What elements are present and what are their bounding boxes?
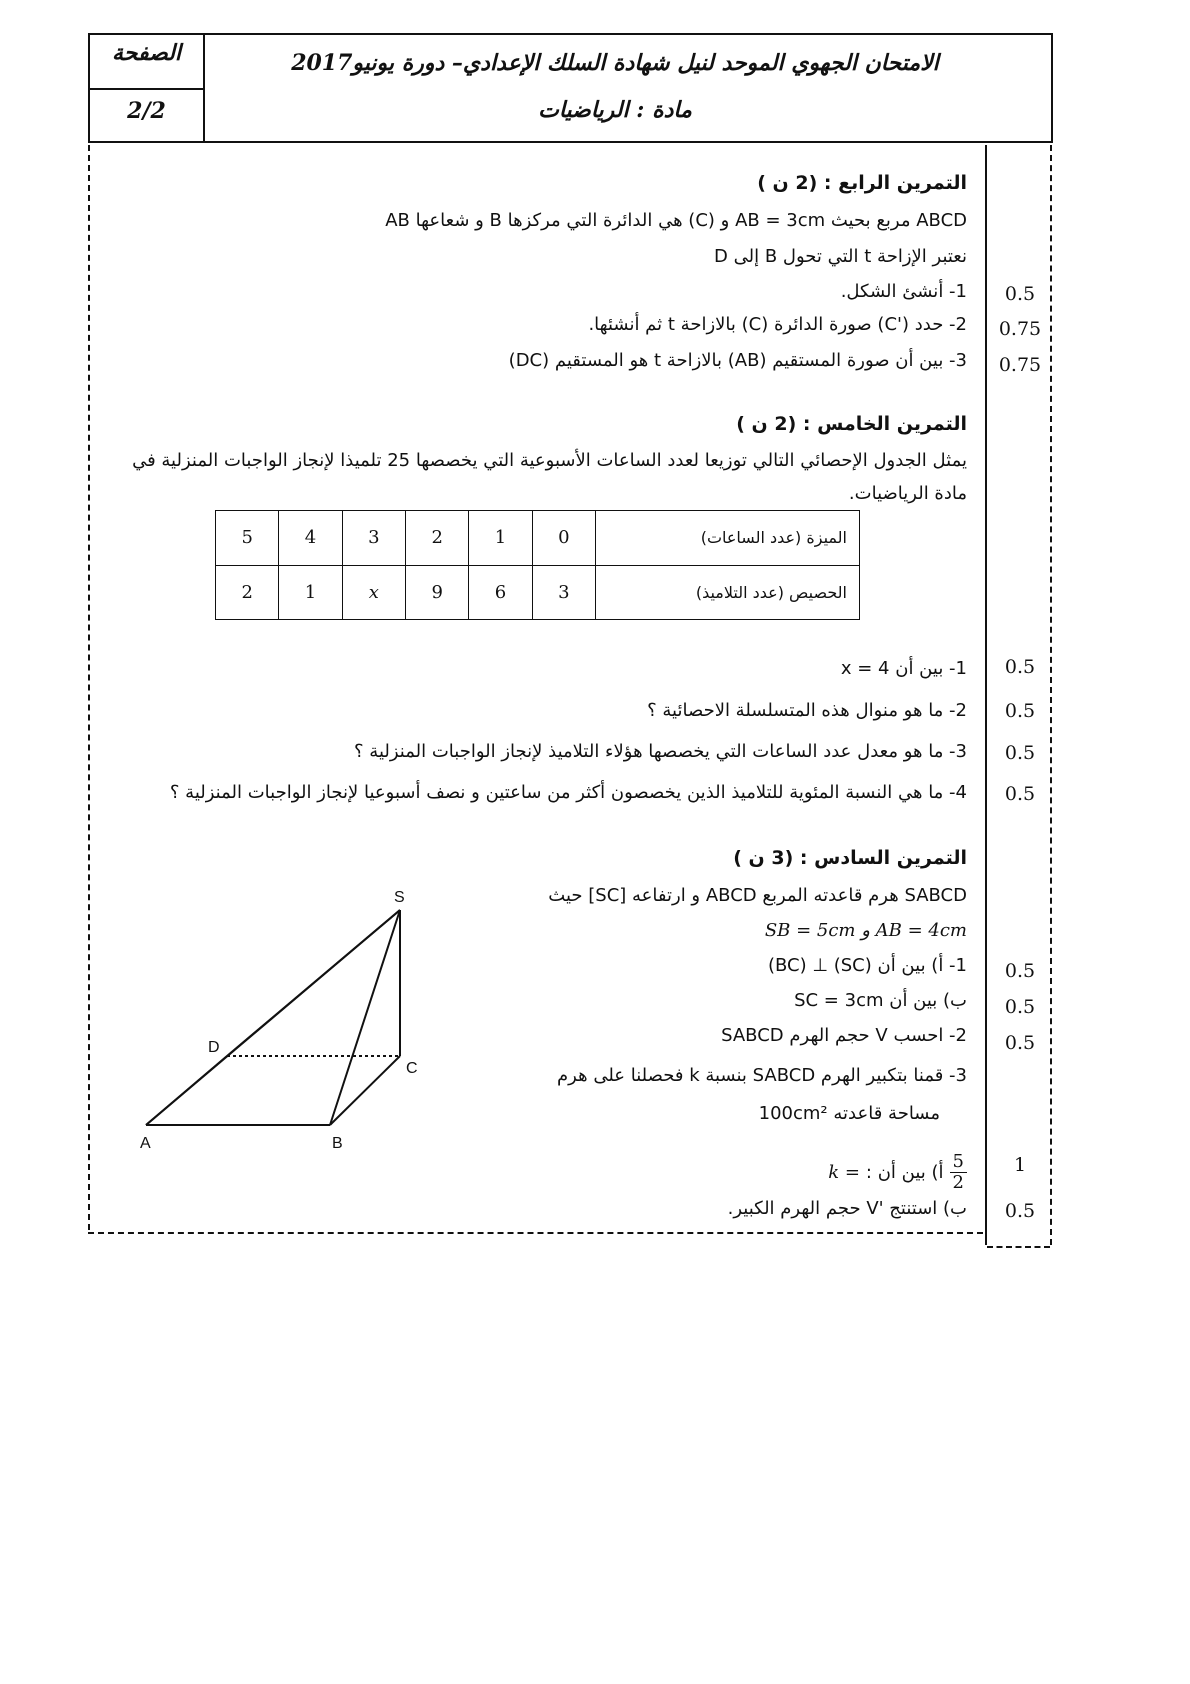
table-row-header: الحصيص (عدد التلاميذ) bbox=[596, 565, 860, 620]
statistics-table bbox=[215, 510, 860, 620]
exercise4-intro2: نعتبر الإزاحة t التي تحول B إلى D bbox=[714, 246, 967, 267]
exercise6-title: التمرين السادس : (3 ن ) bbox=[733, 847, 967, 869]
exercise6-q3a-points: 1 bbox=[1013, 1154, 1027, 1176]
exercise4-q2-points: 0.75 bbox=[998, 318, 1042, 340]
exercise5-intro2: مادة الرياضيات. bbox=[848, 483, 967, 504]
vertex-label-B: B bbox=[332, 1135, 343, 1152]
table-cell: x bbox=[342, 565, 405, 620]
vertex-label-D: D bbox=[208, 1039, 220, 1056]
exercise5-q3-points: 0.5 bbox=[1004, 742, 1036, 764]
exercise5-q2-points: 0.5 bbox=[1004, 700, 1036, 722]
exercise4-q1: 1- أنشئ الشكل. bbox=[840, 281, 967, 302]
exercise6-q3a-lhs: k = bbox=[828, 1162, 860, 1183]
exercise6-q3-line2: مساحة قاعدته 100cm² bbox=[758, 1103, 940, 1124]
exercise5-title: التمرين الخامس : (2 ن ) bbox=[736, 413, 967, 435]
exercise4-q3-points: 0.75 bbox=[998, 354, 1042, 376]
table-cell: 1 bbox=[469, 511, 532, 566]
exercise6-q1b: ب) بين أن SC = 3cm bbox=[794, 990, 967, 1011]
table-row bbox=[216, 565, 860, 620]
table-cell: 3 bbox=[532, 565, 595, 620]
exercise4-q1-points: 0.5 bbox=[1004, 283, 1036, 305]
table-cell: 5 bbox=[216, 511, 279, 566]
page-label: الصفحة bbox=[111, 40, 182, 66]
exercise6-q3b: ب) استنتج 'V حجم الهرم الكبير. bbox=[727, 1198, 967, 1219]
exercise6-q2-points: 0.5 bbox=[1004, 1032, 1036, 1054]
exercise5-q1: 1- بين أن x = 4 bbox=[840, 658, 967, 679]
frame-left-border bbox=[88, 145, 90, 1230]
table-cell: 1 bbox=[279, 565, 342, 620]
vertex-label-S: S bbox=[394, 889, 405, 906]
exercise5-q4-points: 0.5 bbox=[1004, 783, 1036, 805]
exam-subject: مادة : الرياضيات bbox=[538, 97, 692, 123]
exercise5-intro1: يمثل الجدول الإحصائي التالي توزيعا لعدد الساعات الأسبوعية التي يخصصها 25 تلميذا لإنجاز الواجبات المنزلية في bbox=[132, 450, 967, 471]
table-cell: 2 bbox=[406, 511, 469, 566]
table-cell: 3 bbox=[342, 511, 405, 566]
table-cell: 4 bbox=[279, 511, 342, 566]
exercise6-q2: 2- احسب V حجم الهرم SABCD bbox=[721, 1025, 967, 1046]
exercise6-q1a-points: 0.5 bbox=[1004, 960, 1036, 982]
edge-SB bbox=[330, 910, 400, 1125]
exercise5-q2: 2- ما هو منوال هذه المتسلسلة الاحصائية ؟ bbox=[647, 700, 967, 721]
fraction bbox=[950, 1152, 967, 1193]
table-cell: 6 bbox=[469, 565, 532, 620]
table-cell: 9 bbox=[406, 565, 469, 620]
table-cell: 2 bbox=[216, 565, 279, 620]
exercise6-q3-line1: 3- قمنا بتكبير الهرم SABCD بنسبة k فحصلنا على هرم bbox=[557, 1065, 967, 1086]
frame-bottom-border bbox=[88, 1232, 983, 1234]
points-column-divider bbox=[985, 145, 987, 1245]
pyramid-figure bbox=[130, 880, 450, 1160]
table-cell: 0 bbox=[532, 511, 595, 566]
frame-bottom-border-points bbox=[987, 1246, 1050, 1248]
page-number: 2/2 bbox=[127, 98, 166, 124]
exercise6-q1a: 1- أ) بين أن (SC) ⊥ (BC) bbox=[767, 955, 967, 976]
exercise6-q3b-points: 0.5 bbox=[1004, 1200, 1036, 1222]
exercise5-q4: 4- ما هي النسبة المئوية للتلاميذ الذين يخصصون أكثر من ساعتين و نصف أسبوعيا لإنجاز الواجبات المنزلية ؟ bbox=[169, 782, 967, 803]
header-divider-horizontal bbox=[88, 88, 205, 90]
vertex-label-C: C bbox=[406, 1060, 418, 1077]
table-row-header: الميزة (عدد الساعات) bbox=[596, 511, 860, 566]
edge-SD bbox=[227, 910, 400, 1056]
exercise4-q3: 3- بين أن صورة المستقيم (AB) بالازاحة t هو المستقيم (DC) bbox=[508, 350, 967, 371]
exam-title: الامتحان الجهوي الموحد لنيل شهادة السلك الإعدادي– دورة يونيو2017 bbox=[291, 50, 939, 76]
exercise4-q2: 2- حدد ('C) صورة الدائرة (C) بالازاحة t ثم أنشئها. bbox=[588, 314, 967, 335]
exercise6-intro2: AB = 4cm و SB = 5cm bbox=[764, 920, 967, 941]
exercise4-title: التمرين الرابع : (2 ن ) bbox=[757, 172, 967, 194]
exercise6-intro1: SABCD هرم قاعدته المربع ABCD و ارتفاعه [SC] حيث bbox=[548, 885, 967, 906]
frame-right-border bbox=[1050, 145, 1052, 1245]
exercise4-intro1: ABCD مربع بحيث AB = 3cm و (C) هي الدائرة التي مركزها B و شعاعها AB bbox=[385, 210, 967, 231]
exercise6-q1b-points: 0.5 bbox=[1004, 996, 1036, 1018]
exercise5-q3: 3- ما هو معدل عدد الساعات التي يخصصها هؤلاء التلاميذ لإنجاز الواجبات المنزلية ؟ bbox=[354, 741, 967, 762]
fraction-denominator: 2 bbox=[952, 1172, 964, 1193]
exercise6-q3a bbox=[828, 1152, 967, 1193]
exercise6-q3a-label: أ) بين أن : bbox=[865, 1162, 944, 1183]
exercise5-q1-points: 0.5 bbox=[1004, 656, 1036, 678]
fraction-numerator: 5 bbox=[950, 1152, 967, 1173]
table-row bbox=[216, 511, 860, 566]
vertex-label-A: A bbox=[140, 1135, 151, 1152]
